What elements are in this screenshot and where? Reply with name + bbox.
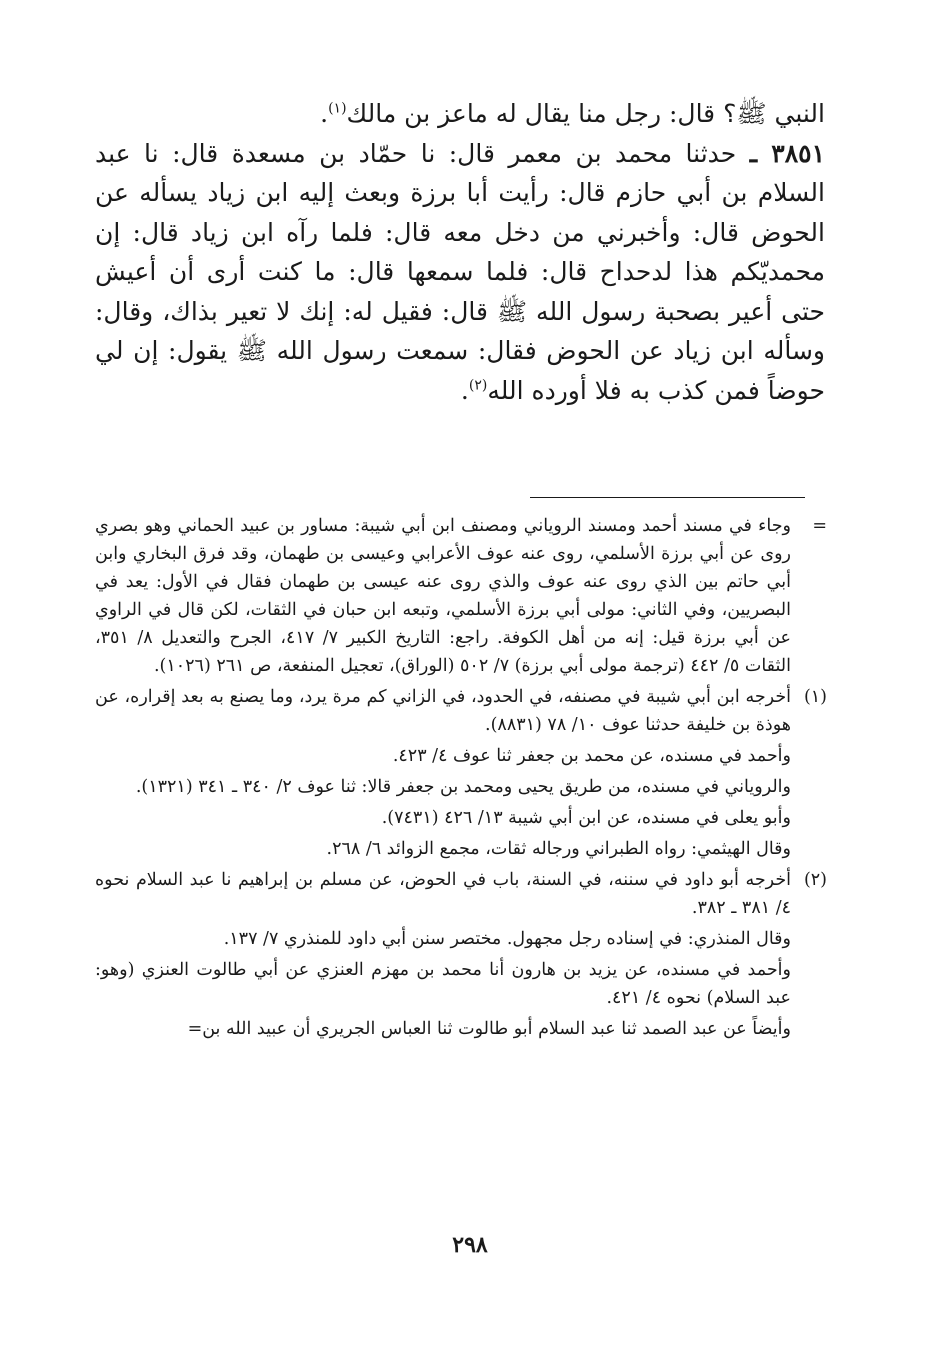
footnote-1-paragraph: أخرجه ابن أبي شيبة في مصنفه، في الحدود، في الزاني كم مرة يرد، وما يصنع به بعد إقراره، عن هوذة بن خليفة حدثنا عوف ١٠/ ٧٨ (٨٨٣١). — [95, 687, 791, 735]
footnote-continued-text: وجاء في مسند أحمد ومسند الروياني ومصنف ابن أبي شيبة: مساور بن عبيد الحماني وهو بصري روى عن أبي برزة الأسلمي، روى عنه عوف الأعرابي وعيسى بن طهمان، وقد فرق البخاري وابن أبي حاتم بين الذي روى عنه عوف والذي روى عنه عيسى بن طهمان فقال في الأول: يعد في البصريين، وفي الثاني: مولى أبي برزة الأسلمي، وتبعه ابن حبان في الثقات، لكن قال في الراوي عن أبي برزة قيل: إنه من أهل الكوفة. راجع: التاريخ الكبير ٧/ ٤١٧، الجرح والتعديل ٨/ ٣٥١، الثقات ٥/ ٤٤٢ (ترجمة مولى أبي برزة) ٧/ ٥٠٢ (الوراق)، تعجيل المنفعة، ص ٢٦١ (١٠٢٦). — [95, 516, 791, 676]
footnote-1-paragraph: وأحمد في مسنده، عن محمد بن جعفر ثنا عوف ٤/ ٤٢٣. — [392, 746, 791, 766]
footnote-1-paragraph: والروياني في مسنده، من طريق يحيى ومحمد بن جعفر قالا: ثنا عوف ٢/ ٣٤٠ ـ ٣٤١ (١٣٢١). — [135, 777, 791, 797]
footnote-ref-1: (١) — [328, 100, 347, 117]
footnote-2-paragraph: وقال المنذري: في إسناده رجل مجهول. مختصر سنن أبي داود للمنذري ٧/ ١٣٧. — [223, 929, 791, 949]
footnote-continued — [95, 512, 827, 680]
page-number: ٢٩٨ — [452, 1232, 488, 1258]
footnote-2 — [95, 866, 827, 1043]
hadith-number: ٣٨٥١ ـ — [749, 138, 825, 168]
footnote-1-paragraph: وأبو يعلى في مسنده، عن ابن أبي شيبة ١٣/ ٤٢٦ (٧٤٣١). — [381, 808, 791, 828]
footnote-1-paragraph: وقال الهيثمي: رواه الطبراني ورجاله ثقات، مجمع الزوائد ٦/ ٢٦٨. — [326, 839, 791, 859]
footnote-divider — [530, 497, 805, 498]
footnote-2-paragraph: أخرجه أبو داود في سننه، في السنة، باب في الحوض، عن مسلم بن إبراهيم نا عبد السلام نحوه ٤/ ٣٨١ ـ ٣٨٢. — [95, 870, 791, 918]
main-text — [95, 94, 825, 410]
hadith-3851: ٣٨٥١ ـ حدثنا محمد بن معمر قال: نا حمّاد بن مسعدة قال: نا عبد السلام بن أبي حازم قال: رأيت أبا برزة وبعث إليه ابن زياد يسأله عن الحوض قال: وأخبرني من دخل معه قال: فلما رآه ابن زياد قال: إن محمديّكم هذا لدحداح قال: فلما سمعها قال: ما كنت أرى أن أعيش حتى أعير بصحبة رسول الله ﷺ قال: فقيل له: إنك لا تعير بذاك، وقال: وسأله ابن زياد عن الحوض فقال: سمعت رسول الله ﷺ يقول: إن لي حوضاً فمن كذب به فلا أورده الله$^{(٢)}$. — [95, 138, 825, 405]
footnotes — [95, 512, 827, 1046]
hadith-text: حدثنا محمد بن معمر قال: نا حمّاد بن مسعدة قال: نا عبد السلام بن أبي حازم قال: رأيت أبا برزة وبعث إليه ابن زياد يسأله عن الحوض قال: وأخبرني من دخل معه قال: فلما رآه ابن زياد قال: إن محمديّكم هذا لدحداح قال: فلما سمعها قال: ما كنت أرى أن أعيش حتى أعير بصحبة رسول الله ﷺ قال: فقيل له: إنك لا تعير بذاك، وقال: وسأله ابن زياد عن الحوض فقال: سمعت رسول الله ﷺ يقول: إن لي حوضاً فمن كذب به فلا أورده الله — [95, 138, 825, 405]
footnote-2-marker: (٢) — [803, 870, 827, 890]
main-line-1-text: النبي ﷺ؟ قال: رجل منا يقال له ماعز بن مالك — [346, 99, 825, 128]
footnote-2-paragraph: وأيضاً عن عبد الصمد ثنا عبد السلام أبو طالوت ثنا العباس الجريري أن عبيد الله بن= — [187, 1019, 791, 1039]
footnote-2-paragraph: وأحمد في مسنده، عن يزيد بن هارون أنا محمد بن مهزم العنزي عن أبي طالوت العنزي (وهو: عبد السلام) نحوه ٤/ ٤٢١. — [95, 960, 791, 1008]
main-line-1: النبي ﷺ؟ قال: رجل منا يقال له ماعز بن مالك$^{(١)}$. — [320, 99, 825, 128]
footnote-ref-2: (٢) — [468, 377, 488, 394]
footnote-1 — [95, 683, 827, 863]
footnote-continued-marker: = — [812, 516, 827, 536]
footnote-1-marker: (١) — [803, 687, 827, 707]
